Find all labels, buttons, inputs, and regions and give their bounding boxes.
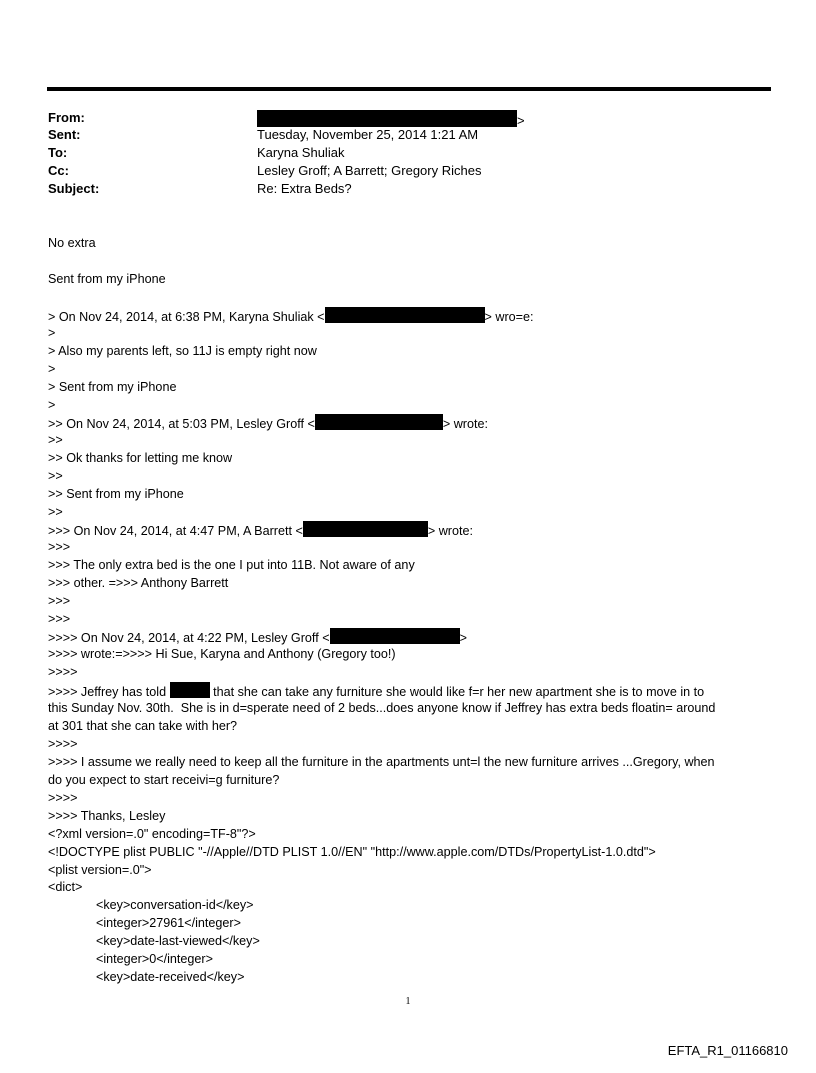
body-line: >>>> I assume we really need to keep all the furniture in the apartments unt=l the new furniture arrives ...Gregory, when [48,755,715,769]
body-line: <plist version=.0"> [48,863,152,877]
redaction-bar [315,414,443,430]
body-text: that she can take any furniture she would like f=r her new apartment she is to move in to [209,685,705,699]
body-line [48,521,473,539]
subject-value: Re: Extra Beds? [257,181,352,196]
body-line: Sent from my iPhone [48,272,166,286]
body-line: >>>> [48,791,78,805]
body-line: >>> [48,594,71,608]
quote-header-text: >> On Nov 24, 2014, at 5:03 PM, Lesley Groff < [48,417,315,431]
quote-header-suffix: > [459,631,467,645]
body-line [48,414,488,432]
header-rule [47,87,771,91]
quote-header-text: >>> On Nov 24, 2014, at 4:47 PM, A Barrett < [48,524,303,538]
from-label: From: [48,110,85,125]
to-value: Karyna Shuliak [257,145,345,160]
body-line: No extra [48,236,96,250]
quote-header-suffix: > wro=e: [484,310,534,324]
sent-label: Sent: [48,127,81,142]
body-line: >>>> [48,737,78,751]
page-number: 1 [405,996,411,1007]
body-text: >>>> Jeffrey has told [48,685,170,699]
body-line: > Also my parents left, so 11J is empty right now [48,344,317,358]
body-line: > Sent from my iPhone [48,380,177,394]
body-line: >>> [48,540,71,554]
body-line: <?xml version=.0" encoding=TF-8"?> [48,827,256,841]
cc-label: Cc: [48,163,69,178]
quote-header-text: > On Nov 24, 2014, at 6:38 PM, Karyna Shuliak < [48,310,325,324]
cc-value: Lesley Groff; A Barrett; Gregory Riches [257,163,482,178]
body-line: >>> other. =>>> Anthony Barrett [48,576,229,590]
sent-value: Tuesday, November 25, 2014 1:21 AM [257,127,479,142]
body-line: >>> [48,612,71,626]
body-line: >> Ok thanks for letting me know [48,451,233,465]
body-line [48,628,467,646]
body-line: > [48,326,56,340]
body-line: <key>conversation-id</key> [96,898,254,912]
body-line: > [48,362,56,376]
body-line: > [48,398,56,412]
body-line: >> [48,505,63,519]
quote-header-suffix: > wrote: [427,524,473,538]
quote-header-suffix: > wrote: [442,417,488,431]
redaction-bar [303,521,428,537]
redaction-bar [325,307,485,323]
body-line: at 301 that she can take with her? [48,719,238,733]
subject-label: Subject: [48,181,100,196]
body-line [48,682,704,700]
redaction-bar [257,110,517,127]
document-id: EFTA_R1_01166810 [667,1043,788,1058]
body-line: <dict> [48,880,83,894]
body-line: >> Sent from my iPhone [48,487,184,501]
body-line: >>> The only extra bed is the one I put into 11B. Not aware of any [48,558,415,572]
body-line: do you expect to start receivi=g furniture? [48,773,280,787]
body-line: >>>> wrote:=>>>> Hi Sue, Karyna and Anthony (Gregory too!) [48,647,396,661]
from-suffix: > [517,113,525,128]
body-line: <integer>27961</integer> [96,916,241,930]
body-line [48,307,534,325]
body-line: <key>date-received</key> [96,970,245,984]
body-line: >>>> [48,665,78,679]
redaction-bar [330,628,460,644]
body-line: >> [48,433,63,447]
redaction-bar [170,682,210,698]
body-line: this Sunday Nov. 30th. She is in d=sperate need of 2 beds...does anyone know if Jeffrey has extra beds floatin= around [48,701,716,715]
body-line: >>>> Thanks, Lesley [48,809,166,823]
body-line: <!DOCTYPE plist PUBLIC "-//Apple//DTD PLIST 1.0//EN" "http://www.apple.com/DTDs/PropertyList-1.0.dtd"> [48,845,656,859]
body-line: >> [48,469,63,483]
body-line: <key>date-last-viewed</key> [96,934,260,948]
to-label: To: [48,145,68,160]
quote-header-text: >>>> On Nov 24, 2014, at 4:22 PM, Lesley Groff < [48,631,330,645]
body-line: <integer>0</integer> [96,952,213,966]
